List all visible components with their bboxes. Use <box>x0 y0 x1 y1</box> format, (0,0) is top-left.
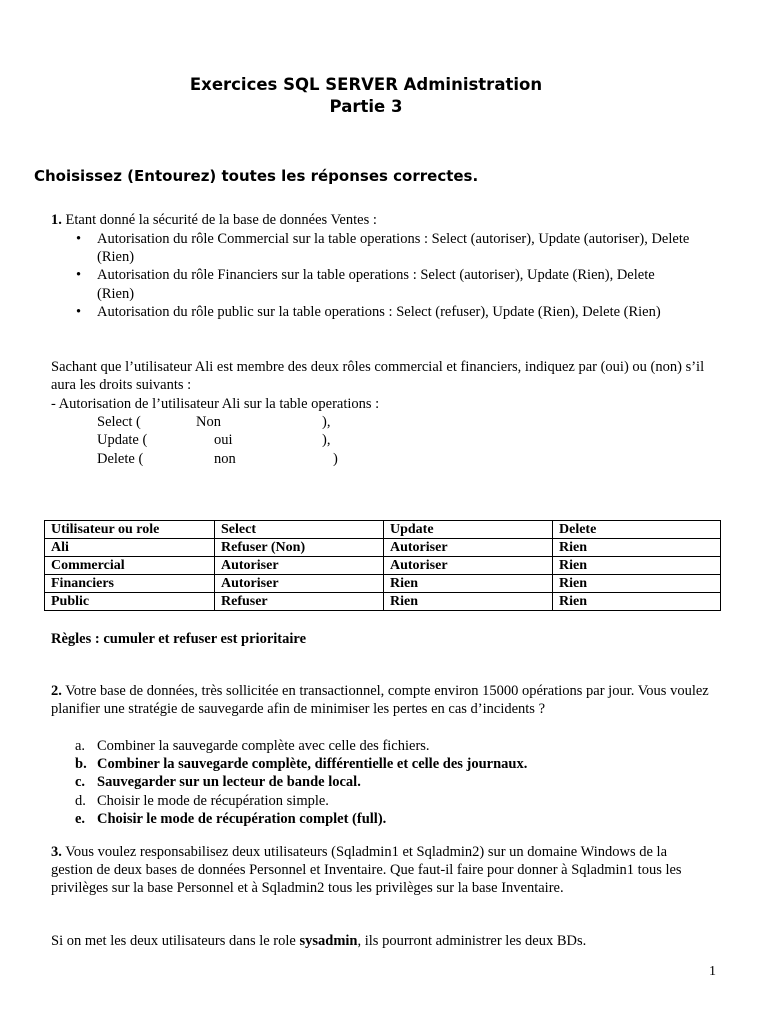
document-title: Exercices SQL SERVER Administration <box>189 75 543 94</box>
table-cell: Financiers <box>45 575 215 593</box>
question-1-intro <box>51 211 711 229</box>
question-2-body: Votre base de données, très sollicitée en transactionnel, compte environ 15000 opérations par jour. Vous voulez planifier une stratégie de sauvegarde afin de minimiser les pertes en cas d’incidents ? <box>51 683 709 718</box>
table-cell: Autoriser <box>384 539 553 557</box>
table-cell: Autoriser <box>215 575 384 593</box>
table-row <box>45 557 721 575</box>
table-cell: Autoriser <box>215 557 384 575</box>
table-cell: Rien <box>553 593 721 611</box>
answer-text-post: , ils pourront administrer les deux BDs. <box>357 933 587 949</box>
page-number: 1 <box>709 964 716 979</box>
question-3-answer <box>51 932 711 950</box>
question-1-bullets <box>51 230 691 321</box>
rights-close: ) <box>333 451 338 467</box>
rights-answer: non <box>214 451 236 467</box>
rights-label: Update ( <box>97 432 148 448</box>
choice-item <box>51 773 711 791</box>
answer-role: sysadmin <box>299 933 358 949</box>
question-3-number: 3. <box>51 844 62 860</box>
choice-item <box>51 810 711 828</box>
rule-text: Règles : cumuler et refuser est prioritaire <box>51 631 307 647</box>
question-2-text <box>51 682 711 718</box>
table-cell: Autoriser <box>384 557 553 575</box>
table-cell: Commercial <box>45 557 215 575</box>
table-cell: Rien <box>384 575 553 593</box>
choice-text: Choisir le mode de récupération simple. <box>97 792 329 809</box>
bullet-item: • Autorisation du rôle Financiers sur la table operations : Select (autoriser), Update (Rien), Delete (Rien) <box>51 266 691 302</box>
choice-letter: d. <box>75 792 86 809</box>
choice-letter: b. <box>75 756 87 773</box>
question-1-intro-text: Etant donné la sécurité de la base de données Ventes : <box>65 212 377 228</box>
rights-label: Delete ( <box>97 451 144 467</box>
table-cell: Public <box>45 593 215 611</box>
table-cell: Rien <box>553 575 721 593</box>
question-2-number: 2. <box>51 683 62 699</box>
choice-letter: a. <box>75 738 86 754</box>
question-1-context: Sachant que l’utilisateur Ali est membre des deux rôles commercial et financiers, indiquez par (oui) ou (non) s’il aura les droits suivants : <box>51 359 705 394</box>
table-cell: Ali <box>45 539 215 557</box>
table-cell: Rien <box>553 539 721 557</box>
choice-text: Combiner la sauvegarde complète avec celle des fichiers. <box>97 738 430 754</box>
rights-close: ), <box>322 414 331 430</box>
rights-label: Select ( <box>97 414 141 430</box>
rights-intro: - Autorisation de l’utilisateur Ali sur la table operations : <box>51 396 380 412</box>
table-cell: Update <box>384 521 553 539</box>
choice-letter: c. <box>75 774 86 791</box>
bullet-item: • Autorisation du rôle Commercial sur la table operations : Select (autoriser), Update (autoriser), Delete (Rien) <box>51 230 691 266</box>
choice-text: Sauvegarder sur un lecteur de bande local. <box>97 774 361 791</box>
table-row <box>45 539 721 557</box>
table-cell: Rien <box>384 593 553 611</box>
table-cell: Utilisateur ou role <box>45 521 215 539</box>
rights-close: ), <box>322 432 331 448</box>
table-row <box>45 593 721 611</box>
question-2-choices <box>51 737 711 828</box>
question-1-number: 1. <box>51 212 62 228</box>
choice-item <box>51 755 711 773</box>
bullet-item: • Autorisation du rôle public sur la table operations : Select (refuser), Update (Rien), Delete (Rien) <box>51 303 691 321</box>
instruction-heading: Choisissez (Entourez) toutes les réponses correctes. <box>34 167 479 185</box>
table-cell: Refuser (Non) <box>215 539 384 557</box>
table-cell: Refuser <box>215 593 384 611</box>
security-table <box>44 520 721 611</box>
choice-item <box>51 737 711 755</box>
document-subtitle: Partie 3 <box>329 97 403 116</box>
choice-text: Choisir le mode de récupération complet (full). <box>97 810 387 827</box>
table-row <box>45 575 721 593</box>
table-cell: Rien <box>553 557 721 575</box>
table-cell: Delete <box>553 521 721 539</box>
choice-text: Combiner la sauvegarde complète, différentielle et celle des journaux. <box>97 756 528 773</box>
rights-answer: Non <box>196 414 221 430</box>
answer-text-pre: Si on met les deux utilisateurs dans le role <box>51 933 300 949</box>
question-3-text <box>51 843 711 898</box>
question-3-body: Vous voulez responsabilisez deux utilisateurs (Sqladmin1 et Sqladmin2) sur un domaine Windows de la gestion de deux bases de données Personnel et Inventaire. Que faut-il faire pour donner à Sqladmin1 tous les privilèges sur la base Personnel et à Sqladmin2 tous les privilèges sur la base Inventaire. <box>51 844 682 897</box>
table-cell: Select <box>215 521 384 539</box>
choice-letter: e. <box>75 810 86 827</box>
table-header-row <box>45 521 721 539</box>
choice-item <box>51 792 711 810</box>
rights-answer: oui <box>214 432 233 448</box>
